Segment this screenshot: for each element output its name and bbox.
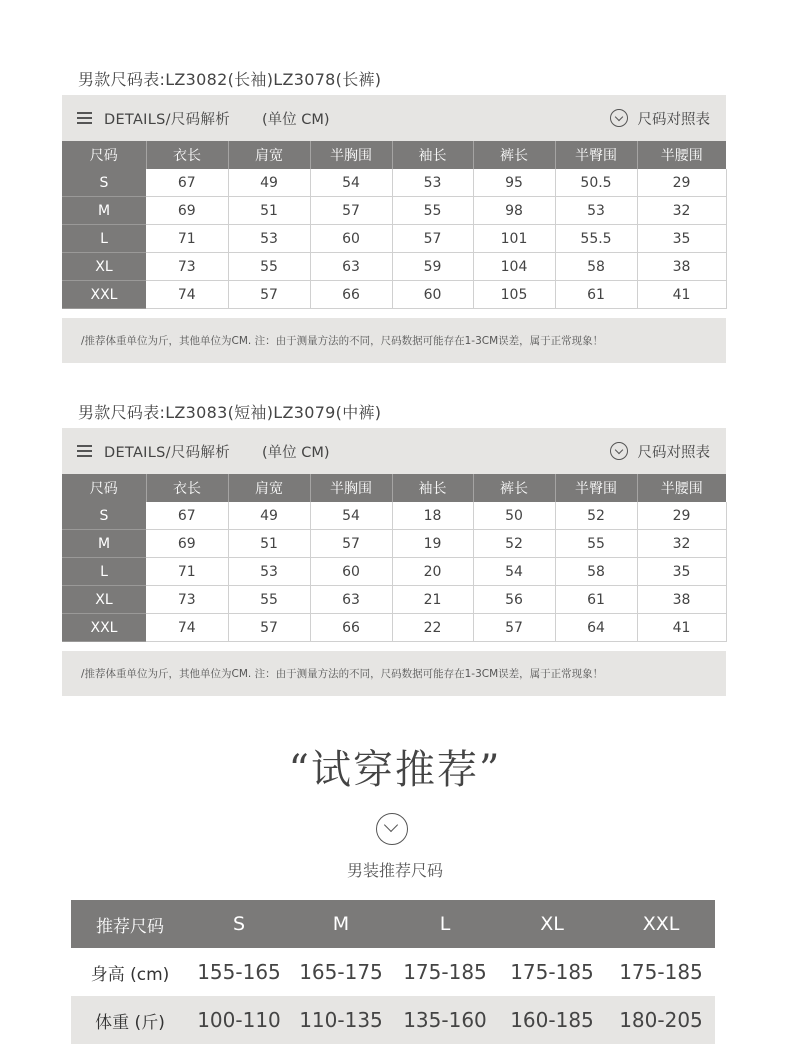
column-header: 裤长 bbox=[473, 141, 555, 169]
table-header-row bbox=[62, 474, 726, 502]
row-label: 体重 (斤) bbox=[71, 996, 189, 1044]
table-cell: 63 bbox=[310, 253, 392, 281]
table-cell: 60 bbox=[392, 281, 473, 309]
table-row bbox=[62, 586, 726, 614]
details-label: DETAILS/尺码解析 bbox=[104, 111, 231, 128]
table-cell: 49 bbox=[228, 502, 310, 530]
table-cell: 74 bbox=[146, 614, 228, 642]
table-cell: 41 bbox=[637, 614, 726, 642]
chevron-down-circle-icon bbox=[610, 109, 628, 127]
size-label: S bbox=[62, 169, 146, 197]
table-cell: 67 bbox=[146, 169, 228, 197]
table-row bbox=[62, 558, 726, 586]
table-cell: 55.5 bbox=[555, 225, 637, 253]
table-cell: 98 bbox=[473, 197, 555, 225]
table-cell: 51 bbox=[228, 530, 310, 558]
table-cell: 57 bbox=[392, 225, 473, 253]
table-cell: 53 bbox=[228, 558, 310, 586]
size-compare-link[interactable] bbox=[610, 108, 711, 129]
table-cell: 135-160 bbox=[393, 996, 497, 1044]
column-header: 肩宽 bbox=[228, 141, 310, 169]
table-cell: 50.5 bbox=[555, 169, 637, 197]
table-row bbox=[62, 169, 726, 197]
table-cell: 20 bbox=[392, 558, 473, 586]
table-cell: 18 bbox=[392, 502, 473, 530]
table-cell: 35 bbox=[637, 558, 726, 586]
table-cell: 110-135 bbox=[289, 996, 393, 1044]
table-cell: 160-185 bbox=[497, 996, 607, 1044]
table-cell: 19 bbox=[392, 530, 473, 558]
measurement-note: /推荐体重单位为斤，其他单位为CM. 注：由于测量方法的不同，尺码数据可能存在1-3CM误差，属于正常现象！ bbox=[62, 651, 726, 696]
table-cell: 73 bbox=[146, 253, 228, 281]
table-cell: 59 bbox=[392, 253, 473, 281]
recommend-title: “试穿推荐” bbox=[288, 747, 502, 793]
column-header: L bbox=[393, 900, 497, 948]
table-row bbox=[62, 225, 726, 253]
column-header: 衣长 bbox=[146, 474, 228, 502]
table-cell: 104 bbox=[473, 253, 555, 281]
table-cell: 69 bbox=[146, 197, 228, 225]
column-header: XL bbox=[497, 900, 607, 948]
column-header: 袖长 bbox=[392, 141, 473, 169]
table-cell: 175-185 bbox=[619, 960, 703, 984]
table-cell: 35 bbox=[637, 225, 726, 253]
column-header: XXL bbox=[607, 900, 715, 948]
size-label: L bbox=[62, 558, 146, 586]
table-cell: 54 bbox=[473, 558, 555, 586]
size-compare-label: 尺码对照表 bbox=[637, 111, 710, 128]
table-cell: 57 bbox=[228, 614, 310, 642]
size-label: XXL bbox=[62, 281, 146, 309]
table-cell: 55 bbox=[228, 586, 310, 614]
size-label: XL bbox=[62, 253, 146, 281]
table-cell: 55 bbox=[392, 197, 473, 225]
table-row bbox=[71, 996, 715, 1044]
table-cell: 57 bbox=[473, 614, 555, 642]
table-row bbox=[62, 197, 726, 225]
table-cell: 71 bbox=[146, 558, 228, 586]
table-cell: 57 bbox=[228, 281, 310, 309]
table-cell: 41 bbox=[637, 281, 726, 309]
table-cell: 63 bbox=[310, 586, 392, 614]
menu-icon bbox=[77, 112, 92, 124]
table-row bbox=[62, 253, 726, 281]
table-cell: 60 bbox=[310, 558, 392, 586]
size-compare-link[interactable] bbox=[610, 441, 711, 462]
table-cell: 52 bbox=[555, 502, 637, 530]
table-row bbox=[62, 614, 726, 642]
table-cell: 55 bbox=[228, 253, 310, 281]
table-1-body bbox=[62, 169, 726, 309]
column-header: 肩宽 bbox=[228, 474, 310, 502]
size-label: L bbox=[62, 225, 146, 253]
table-row bbox=[62, 530, 726, 558]
table-row bbox=[62, 502, 726, 530]
table-cell: 38 bbox=[637, 586, 726, 614]
recommend-table bbox=[71, 900, 715, 1044]
column-header: 衣长 bbox=[146, 141, 228, 169]
table-cell: 29 bbox=[637, 169, 726, 197]
column-header: 裤长 bbox=[473, 474, 555, 502]
column-header: 推荐尺码 bbox=[71, 900, 189, 948]
table-cell: 73 bbox=[146, 586, 228, 614]
table-cell: 53 bbox=[555, 197, 637, 225]
chevron-down-circle-icon bbox=[610, 442, 628, 460]
column-header: M bbox=[289, 900, 393, 948]
table-header-row bbox=[71, 900, 715, 948]
table-cell: 54 bbox=[310, 502, 392, 530]
menu-icon bbox=[77, 445, 92, 457]
table-cell: 165-175 bbox=[299, 960, 383, 984]
column-header: 半臀围 bbox=[555, 141, 637, 169]
table-cell: 95 bbox=[473, 169, 555, 197]
table-cell: 180-205 bbox=[607, 996, 715, 1044]
size-table-1 bbox=[62, 141, 727, 309]
table-cell: 69 bbox=[146, 530, 228, 558]
column-header: 半腰围 bbox=[637, 141, 726, 169]
table-cell: 55 bbox=[555, 530, 637, 558]
size-label: XL bbox=[62, 586, 146, 614]
table-cell: 61 bbox=[555, 586, 637, 614]
table-cell: 21 bbox=[392, 586, 473, 614]
column-header: 半臀围 bbox=[555, 474, 637, 502]
table-cell: 29 bbox=[637, 502, 726, 530]
column-header: 半胸围 bbox=[310, 141, 392, 169]
column-header: S bbox=[189, 900, 289, 948]
table-cell: 60 bbox=[310, 225, 392, 253]
size-chart-2-title: 男款尺码表:LZ3083(短袖)LZ3079(中裤) bbox=[78, 403, 382, 422]
table-cell: 100-110 bbox=[189, 996, 289, 1044]
table-cell: 67 bbox=[146, 502, 228, 530]
size-compare-label: 尺码对照表 bbox=[637, 444, 710, 461]
size-chart-1 bbox=[62, 95, 726, 363]
table-cell: 57 bbox=[310, 197, 392, 225]
table-cell: 58 bbox=[555, 253, 637, 281]
table-cell: 54 bbox=[310, 169, 392, 197]
chevron-down-circle-icon bbox=[376, 813, 408, 845]
table-cell: 52 bbox=[473, 530, 555, 558]
table-row bbox=[71, 948, 715, 996]
table-cell: 175-185 bbox=[403, 960, 487, 984]
column-header: 袖长 bbox=[392, 474, 473, 502]
size-label: S bbox=[62, 502, 146, 530]
table-cell: 49 bbox=[228, 169, 310, 197]
column-header: 尺码 bbox=[62, 474, 146, 502]
table-header-row bbox=[62, 141, 726, 169]
table-cell: 58 bbox=[555, 558, 637, 586]
measurement-note: /推荐体重单位为斤，其他单位为CM. 注：由于测量方法的不同，尺码数据可能存在1-3CM误差，属于正常现象！ bbox=[62, 318, 726, 363]
table-cell: 71 bbox=[146, 225, 228, 253]
recommend-subtitle: 男装推荐尺码 bbox=[346, 861, 443, 880]
unit-label: (单位 CM) bbox=[262, 111, 330, 128]
table-cell: 74 bbox=[146, 281, 228, 309]
size-chart-1-title: 男款尺码表:LZ3082(长袖)LZ3078(长裤) bbox=[78, 70, 382, 89]
table-cell: 175-185 bbox=[510, 960, 594, 984]
size-label: M bbox=[62, 530, 146, 558]
table-cell: 22 bbox=[392, 614, 473, 642]
size-table-2 bbox=[62, 474, 727, 642]
table-cell: 66 bbox=[310, 281, 392, 309]
table-cell: 51 bbox=[228, 197, 310, 225]
table-cell: 64 bbox=[555, 614, 637, 642]
table-cell: 155-165 bbox=[197, 960, 281, 984]
table-cell: 56 bbox=[473, 586, 555, 614]
table-cell: 57 bbox=[310, 530, 392, 558]
table-cell: 101 bbox=[473, 225, 555, 253]
chart-1-header-bar bbox=[62, 95, 726, 141]
size-label: XXL bbox=[62, 614, 146, 642]
table-cell: 38 bbox=[637, 253, 726, 281]
table-cell: 32 bbox=[637, 197, 726, 225]
chart-2-header-bar bbox=[62, 428, 726, 474]
table-cell: 53 bbox=[228, 225, 310, 253]
details-label: DETAILS/尺码解析 bbox=[104, 444, 231, 461]
table-2-body bbox=[62, 502, 726, 642]
table-row bbox=[62, 281, 726, 309]
table-cell: 105 bbox=[473, 281, 555, 309]
table-cell: 53 bbox=[392, 169, 473, 197]
column-header: 尺码 bbox=[62, 141, 146, 169]
table-cell: 66 bbox=[310, 614, 392, 642]
table-cell: 32 bbox=[637, 530, 726, 558]
column-header: 半腰围 bbox=[637, 474, 726, 502]
row-label: 身高 (cm) bbox=[90, 964, 170, 985]
table-cell: 50 bbox=[473, 502, 555, 530]
table-cell: 61 bbox=[555, 281, 637, 309]
size-chart-2 bbox=[62, 428, 726, 696]
unit-label: (单位 CM) bbox=[262, 444, 330, 461]
column-header: 半胸围 bbox=[310, 474, 392, 502]
size-label: M bbox=[62, 197, 146, 225]
